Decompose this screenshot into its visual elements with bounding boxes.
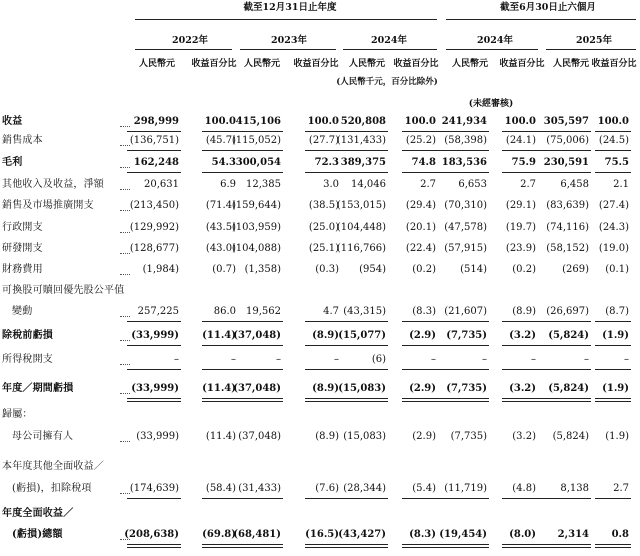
- table-cell: (208,638): [124, 529, 179, 540]
- table-cell: (58,398): [444, 135, 487, 146]
- table-cell: (2.9): [409, 330, 436, 341]
- column-header: 收益百分比: [293, 59, 339, 69]
- table-cell: (28,344): [343, 483, 386, 494]
- row-label: (虧損)，扣除稅項: [12, 483, 92, 494]
- total-rule: [595, 498, 631, 499]
- table-cell: (45.7): [205, 135, 236, 146]
- total-rule-double: [229, 401, 283, 402]
- total-rule: [127, 321, 181, 322]
- table-cell: (21,607): [444, 306, 487, 317]
- total-rule: [502, 345, 538, 346]
- table-cell: (2.9): [412, 431, 436, 442]
- row-label: 銷售成本: [2, 135, 43, 146]
- total-rule-double: [402, 401, 438, 402]
- column-header: 人民幣元: [451, 59, 488, 69]
- total-rule: [537, 172, 591, 173]
- total-rule: [402, 172, 438, 173]
- table-cell: 2.7: [420, 179, 436, 190]
- total-rule: [334, 131, 388, 132]
- row-label: 年度／期間虧損: [2, 383, 74, 394]
- row-label: 可換股可贖回優先股公平值: [2, 285, 125, 296]
- total-rule: [334, 544, 388, 545]
- table-cell: 298,999: [133, 116, 179, 127]
- table-cell: (25.1): [308, 243, 339, 254]
- table-cell: (43.0): [205, 243, 236, 254]
- table-cell: (33,999): [131, 383, 179, 394]
- table-cell: (8.7): [605, 306, 629, 317]
- table-cell: 4.7: [323, 306, 339, 317]
- row-label: 研發開支: [2, 243, 43, 254]
- year-rule: [546, 49, 636, 50]
- table-cell: (37,048): [238, 431, 281, 442]
- table-cell: (8.9): [312, 383, 339, 394]
- total-rule: [595, 172, 631, 173]
- total-rule: [502, 131, 538, 132]
- table-cell: (5,824): [548, 383, 589, 394]
- total-rule: [229, 172, 283, 173]
- table-cell: (29.1): [505, 200, 536, 211]
- table-cell: (0.7): [212, 264, 236, 275]
- table-cell: (58.4): [205, 483, 236, 494]
- table-cell: 100.0: [504, 116, 536, 127]
- table-cell: 72.3: [314, 157, 339, 168]
- total-rule: [402, 131, 438, 132]
- table-cell: (20.1): [405, 222, 436, 233]
- table-cell: (0.2): [412, 264, 436, 275]
- total-rule: [502, 321, 538, 322]
- table-cell: 75.5: [604, 157, 629, 168]
- total-rule: [334, 321, 388, 322]
- table-cell: (103,959): [231, 222, 281, 233]
- table-cell: (33,999): [136, 431, 179, 442]
- table-cell: 3.0: [323, 179, 339, 190]
- table-cell: (43,427): [338, 529, 386, 540]
- total-rule: [402, 321, 438, 322]
- total-rule: [127, 150, 181, 151]
- table-cell: (37,048): [233, 383, 281, 394]
- table-cell: 54.3: [211, 157, 236, 168]
- year-header: 2024年: [477, 35, 513, 46]
- row-label: 毛利: [2, 157, 23, 168]
- total-rule: [502, 172, 538, 173]
- table-cell: (74,116): [546, 222, 589, 233]
- total-rule: [435, 398, 489, 399]
- table-cell: (129,992): [129, 222, 179, 233]
- table-cell: –: [624, 354, 629, 365]
- total-rule: [435, 172, 489, 173]
- total-rule: [402, 150, 438, 151]
- table-cell: (15,077): [338, 330, 386, 341]
- total-rule: [502, 369, 538, 370]
- total-rule: [334, 172, 388, 173]
- table-cell: (954): [359, 264, 386, 275]
- table-cell: (1.9): [602, 330, 629, 341]
- table-cell: (104,448): [336, 222, 386, 233]
- table-cell: 415,106: [235, 116, 281, 127]
- total-rule: [435, 369, 489, 370]
- table-cell: –: [334, 354, 339, 365]
- total-rule: [435, 544, 489, 545]
- total-rule: [435, 321, 489, 322]
- row-label: 收益: [2, 116, 23, 127]
- column-header: 收益百分比: [499, 59, 545, 69]
- table-cell: –: [431, 354, 436, 365]
- table-cell: –: [531, 354, 536, 365]
- table-cell: (128,677): [129, 243, 179, 254]
- table-cell: 75.9: [511, 157, 536, 168]
- table-cell: 257,225: [137, 306, 179, 317]
- table-cell: (25.2): [405, 135, 436, 146]
- table-cell: (8.0): [509, 529, 536, 540]
- unaudited-note: (未經審核): [468, 99, 514, 109]
- total-rule: [595, 321, 631, 322]
- total-rule: [595, 398, 631, 399]
- total-rule: [127, 398, 181, 399]
- total-rule: [435, 498, 489, 499]
- column-header: 人民幣元: [552, 59, 589, 69]
- table-cell: 2,314: [557, 529, 589, 540]
- total-rule: [595, 345, 631, 346]
- year-header: 2022年: [172, 35, 208, 46]
- row-label: 年度全面收益／: [2, 508, 74, 519]
- group-header-fy: 截至12月31日止年度: [243, 2, 337, 13]
- table-cell: (159,644): [231, 200, 281, 211]
- column-header: 人民幣元: [348, 59, 385, 69]
- total-rule: [127, 131, 181, 132]
- table-cell: 14,046: [351, 179, 386, 190]
- table-cell: 520,808: [340, 116, 386, 127]
- total-rule: [229, 398, 283, 399]
- total-rule: [435, 131, 489, 132]
- row-label: 其他收入及收益，淨額: [2, 179, 104, 190]
- table-cell: 300,054: [235, 157, 281, 168]
- total-rule: [127, 498, 181, 499]
- table-cell: (22.4): [405, 243, 436, 254]
- table-cell: (1,358): [244, 264, 281, 275]
- table-cell: (31,433): [238, 483, 281, 494]
- total-rule: [537, 398, 591, 399]
- table-cell: (15,083): [343, 431, 386, 442]
- row-label: 銷售及市場推廣開支: [2, 200, 94, 211]
- year-rule: [343, 49, 437, 50]
- column-header: 人民幣元: [138, 59, 175, 69]
- table-cell: (24.3): [598, 222, 629, 233]
- table-cell: (43.5): [205, 222, 236, 233]
- table-cell: (514): [460, 264, 487, 275]
- table-cell: –: [482, 354, 487, 365]
- table-cell: (8.9): [512, 306, 536, 317]
- table-cell: (24.1): [505, 135, 536, 146]
- total-rule: [402, 544, 438, 545]
- total-rule: [127, 544, 181, 545]
- total-rule: [229, 544, 283, 545]
- table-cell: –: [231, 354, 236, 365]
- table-cell: (3.2): [509, 383, 536, 394]
- table-cell: (33,999): [131, 330, 179, 341]
- table-cell: 2.1: [613, 179, 629, 190]
- total-rule: [229, 131, 283, 132]
- row-label: 財務費用: [2, 264, 43, 275]
- column-header: 收益百分比: [191, 59, 237, 69]
- group-rule-h1: [446, 19, 636, 20]
- table-cell: (0.1): [605, 264, 629, 275]
- total-rule: [537, 369, 591, 370]
- table-cell: 305,597: [543, 116, 589, 127]
- table-cell: (7,735): [446, 383, 487, 394]
- total-rule: [502, 398, 538, 399]
- total-rule: [435, 345, 489, 346]
- table-cell: (3.2): [512, 431, 536, 442]
- table-cell: 12,385: [246, 179, 281, 190]
- total-rule: [595, 369, 631, 370]
- table-cell: (153,015): [336, 200, 386, 211]
- table-cell: (8.9): [312, 330, 339, 341]
- total-rule: [402, 345, 438, 346]
- table-cell: (174,639): [129, 483, 179, 494]
- column-header: 人民幣元: [243, 59, 280, 69]
- total-rule-double: [402, 547, 438, 548]
- table-cell: 241,934: [441, 116, 487, 127]
- table-cell: 74.8: [411, 157, 436, 168]
- total-rule-double: [334, 401, 388, 402]
- table-cell: (115,052): [231, 135, 281, 146]
- table-cell: (58,152): [546, 243, 589, 254]
- column-header: 收益百分比: [393, 59, 439, 69]
- total-rule: [537, 498, 591, 499]
- table-cell: 2.7: [613, 483, 629, 494]
- row-label: 行政開支: [2, 222, 43, 233]
- total-rule: [537, 345, 591, 346]
- total-rule: [595, 544, 631, 545]
- table-cell: 6,653: [458, 179, 487, 190]
- total-rule: [229, 321, 283, 322]
- total-rule-double: [537, 547, 591, 548]
- total-rule-double: [537, 401, 591, 402]
- table-cell: 6.9: [220, 179, 236, 190]
- table-cell: (5,824): [548, 330, 589, 341]
- table-cell: 389,375: [340, 157, 386, 168]
- total-rule-double: [595, 547, 631, 548]
- total-rule: [595, 150, 631, 151]
- total-rule: [502, 498, 538, 499]
- total-rule-double: [229, 547, 283, 548]
- total-rule: [402, 398, 438, 399]
- table-cell: (11.4): [202, 330, 236, 341]
- table-cell: (19,454): [439, 529, 487, 540]
- table-cell: –: [174, 354, 179, 365]
- table-cell: (4.8): [512, 483, 536, 494]
- table-cell: 183,536: [441, 157, 487, 168]
- total-rule-double: [595, 401, 631, 402]
- table-cell: (5.4): [412, 483, 436, 494]
- total-rule: [402, 498, 438, 499]
- table-cell: (24.5): [598, 135, 629, 146]
- total-rule-double: [334, 547, 388, 548]
- total-rule: [502, 150, 538, 151]
- total-rule-double: [502, 547, 538, 548]
- total-rule: [502, 544, 538, 545]
- total-rule: [537, 131, 591, 132]
- table-cell: (1.9): [605, 431, 629, 442]
- table-cell: (38.5): [308, 200, 339, 211]
- table-cell: (213,450): [129, 200, 179, 211]
- table-cell: –: [584, 354, 589, 365]
- year-rule: [240, 49, 336, 50]
- table-cell: (6): [371, 354, 386, 365]
- row-label: 母公司擁有人: [12, 431, 74, 442]
- table-cell: (1,984): [142, 264, 179, 275]
- total-rule: [334, 498, 388, 499]
- table-cell: (7.6): [315, 483, 339, 494]
- table-cell: (25.0): [308, 222, 339, 233]
- table-cell: (3.2): [509, 330, 536, 341]
- table-cell: (37,048): [233, 330, 281, 341]
- table-cell: 100.0: [204, 116, 236, 127]
- table-cell: (11.4): [205, 431, 236, 442]
- total-rule: [229, 498, 283, 499]
- total-rule: [537, 544, 591, 545]
- year-rule: [135, 49, 232, 50]
- table-cell: (11.4): [202, 383, 236, 394]
- table-cell: (0.2): [512, 264, 536, 275]
- table-cell: 162,248: [133, 157, 179, 168]
- total-rule-double: [127, 547, 181, 548]
- group-rule-fy: [135, 19, 437, 20]
- row-label: (虧損)總額: [12, 529, 63, 540]
- table-cell: (57,915): [444, 243, 487, 254]
- table-cell: 6,458: [560, 179, 589, 190]
- column-header: 收益百分比: [591, 59, 637, 69]
- table-cell: 2.7: [520, 179, 536, 190]
- unit-note: (人民幣千元，百分比除外): [336, 77, 438, 87]
- table-cell: (23.9): [505, 243, 536, 254]
- table-cell: 230,591: [543, 157, 589, 168]
- table-cell: (8.3): [409, 529, 436, 540]
- total-rule: [334, 150, 388, 151]
- table-cell: (29.4): [405, 200, 436, 211]
- table-cell: (75,006): [546, 135, 589, 146]
- table-cell: (7,735): [446, 330, 487, 341]
- table-cell: 8,138: [560, 483, 589, 494]
- table-cell: (47,578): [444, 222, 487, 233]
- table-cell: (15,083): [338, 383, 386, 394]
- table-cell: (116,766): [336, 243, 386, 254]
- year-header: 2024年: [371, 35, 407, 46]
- total-rule: [127, 345, 181, 346]
- table-cell: (8.3): [412, 306, 436, 317]
- table-cell: (43,315): [343, 306, 386, 317]
- table-cell: (7,735): [450, 431, 487, 442]
- table-cell: (269): [562, 264, 589, 275]
- table-cell: (1.9): [602, 383, 629, 394]
- group-header-h1: 截至6月30日止六個月: [500, 2, 596, 13]
- table-cell: 100.0: [307, 116, 339, 127]
- table-cell: (104,088): [231, 243, 281, 254]
- total-rule: [537, 150, 591, 151]
- table-cell: (2.9): [409, 383, 436, 394]
- table-cell: (131,433): [336, 135, 386, 146]
- table-cell: (11,719): [444, 483, 487, 494]
- table-cell: (27.7): [308, 135, 339, 146]
- total-rule: [334, 369, 388, 370]
- total-rule: [229, 369, 283, 370]
- table-cell: 0.8: [611, 529, 629, 540]
- table-cell: 19,562: [246, 306, 281, 317]
- table-cell: (5,824): [552, 431, 589, 442]
- total-rule: [229, 150, 283, 151]
- year-rule: [446, 49, 538, 50]
- row-label: 所得稅開支: [2, 354, 53, 365]
- total-rule: [334, 398, 388, 399]
- table-cell: –: [276, 354, 281, 365]
- row-label: 本年度其他全面收益／: [2, 461, 104, 472]
- total-rule-double: [127, 401, 181, 402]
- table-cell: (26,697): [546, 306, 589, 317]
- table-cell: (16.5): [305, 529, 339, 540]
- table-cell: (83,639): [546, 200, 589, 211]
- table-cell: 100.0: [597, 116, 629, 127]
- year-header: 2023年: [271, 35, 307, 46]
- table-cell: (19.7): [505, 222, 536, 233]
- total-rule-double: [435, 547, 489, 548]
- table-cell: (136,751): [129, 135, 179, 146]
- table-cell: (70,310): [444, 200, 487, 211]
- total-rule: [435, 150, 489, 151]
- total-rule: [595, 131, 631, 132]
- table-cell: 100.0: [404, 116, 436, 127]
- total-rule-double: [502, 401, 538, 402]
- row-label: 除稅前虧損: [2, 330, 53, 341]
- table-cell: (68,481): [233, 529, 281, 540]
- table-cell: 86.0: [213, 306, 236, 317]
- year-header: 2025年: [576, 35, 612, 46]
- total-rule: [127, 369, 181, 370]
- table-cell: (19.0): [598, 243, 629, 254]
- total-rule: [537, 321, 591, 322]
- table-cell: (69.8): [202, 529, 236, 540]
- table-cell: (0.3): [315, 264, 339, 275]
- total-rule: [334, 345, 388, 346]
- row-label: 變動: [12, 306, 33, 317]
- row-label: 歸屬：: [2, 409, 33, 420]
- total-rule-double: [435, 401, 489, 402]
- total-rule: [229, 345, 283, 346]
- table-cell: (8.9): [315, 431, 339, 442]
- total-rule: [127, 172, 181, 173]
- total-rule: [402, 369, 438, 370]
- table-cell: (71.4): [205, 200, 236, 211]
- table-cell: 20,631: [144, 179, 179, 190]
- table-cell: (27.4): [598, 200, 629, 211]
